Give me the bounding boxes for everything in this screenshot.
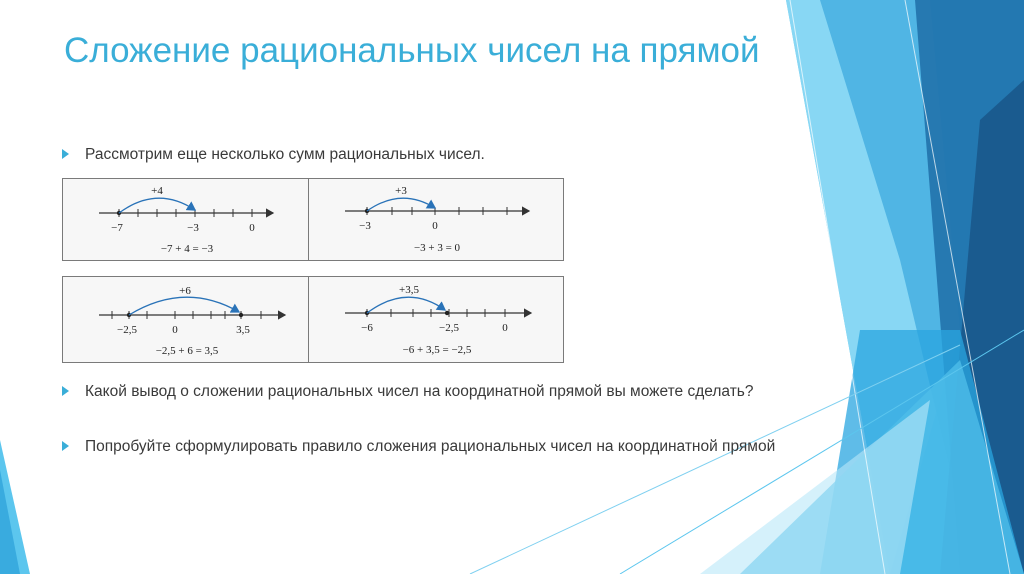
tick-label: 0 [249, 222, 255, 234]
bullet-item [62, 144, 792, 166]
slide-title: Сложение рациональных чисел на прямой [64, 31, 760, 70]
tick-label: −3 [359, 220, 371, 232]
end-point [239, 313, 243, 317]
step-arc [367, 297, 445, 313]
step-label: +4 [151, 185, 163, 197]
step-arc [367, 198, 435, 211]
equation: −6 + 3,5 = −2,5 [402, 344, 472, 356]
example-panel-3 [62, 276, 310, 363]
tick-label: −6 [361, 322, 373, 334]
tick-label: −3 [187, 222, 199, 234]
tick-label: −2,5 [439, 322, 459, 334]
step-label: +6 [179, 285, 191, 297]
tick-label: −7 [111, 222, 123, 234]
tick-label: 0 [432, 220, 438, 232]
example-panel-4 [308, 276, 564, 363]
step-label: +3,5 [399, 284, 419, 296]
equation: −3 + 3 = 0 [413, 242, 461, 254]
bullet-text: Попробуйте сформулировать правило сложения рациональных чисел на координатной прямой [85, 438, 776, 455]
end-point [445, 311, 449, 315]
triangle-bullet-icon [62, 441, 69, 451]
equation: −2,5 + 6 = 3,5 [155, 345, 219, 357]
triangle-bullet-icon [62, 386, 69, 396]
bullet-text: Какой вывод о сложении рациональных чисел на координатной прямой вы можете сделать? [85, 383, 754, 400]
example-panel-2 [308, 178, 564, 261]
tick-label: 0 [172, 324, 178, 336]
equation: −7 + 4 = −3 [160, 243, 214, 255]
tick-label: 3,5 [236, 324, 250, 336]
tick-label: 0 [502, 322, 508, 334]
bullet-item [62, 436, 792, 458]
step-arc [129, 297, 239, 315]
bullet-text: Рассмотрим еще несколько сумм рациональных чисел. [85, 146, 485, 163]
example-panel-1 [62, 178, 310, 261]
triangle-bullet-icon [62, 149, 69, 159]
step-label: +3 [395, 185, 407, 197]
bullet-item [62, 381, 792, 403]
tick-label: −2,5 [117, 324, 137, 336]
